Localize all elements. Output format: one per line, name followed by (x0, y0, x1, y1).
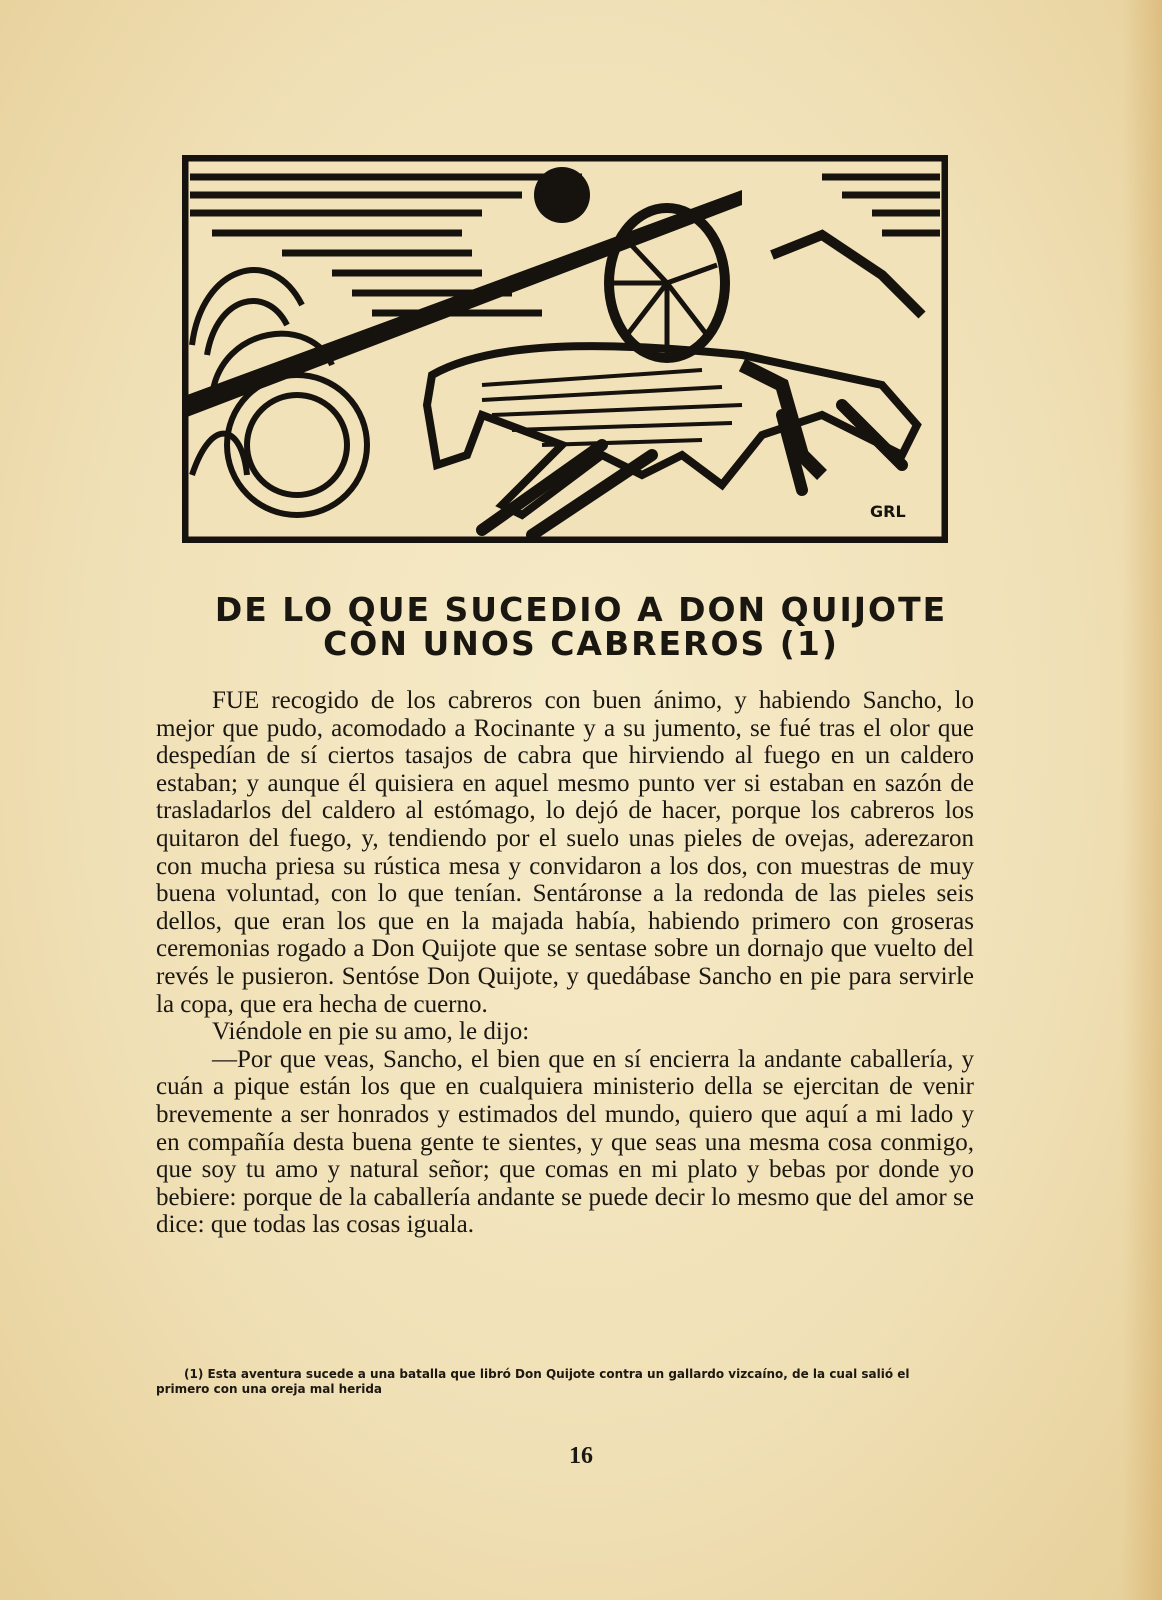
paragraph: FUE recogido de los cabreros con buen ánimo, y habiendo Sancho, lo mejor que pudo, acomodado a Rocinante y a su jumento, se fué tras el olor que despedían de sí ciertos tasajos de cabra que hirviendo al fuego en un caldero estaban; y aunque él quisiera en aquel mesmo punto ver si estaban en sazón de trasladarlos del caldero al estómago, lo dejó de hacer, porque los cabreros los quitaron del fuego, y, tendiendo por el suelo unas pieles de ovejas, aderezaron con mucha priesa su rústica mesa y convidaron a los dos, con muestras de muy buena voluntad, con lo que tenían. Sentáronse a la redonda de las pieles seis dellos, que eran los que en la majada había, habiendo primero con groseras ceremonias rogado a Don Quijote que se sentase sobre un dornajo que vuelto del revés le pusieron. Sentóse Don Quijote, y quedábase Sancho en pie para servirle la copa, que era hecha de cuerno. (156, 687, 974, 1018)
footnote-line-1: (1) Esta aventura sucede a una batalla que libró Don Quijote contra un gallardo vizcaíno, de la cual salió el (184, 1367, 910, 1381)
chapter-title (140, 590, 1022, 663)
footnote-line-2: primero con una oreja mal herida (156, 1382, 383, 1396)
paragraph: Viéndole en pie su amo, le dijo: (212, 1018, 530, 1046)
page-edge-shadow (1122, 0, 1162, 1600)
page-number: 16 (569, 1443, 593, 1469)
woodcut-illustration (182, 155, 948, 543)
woodcut-signature: GRL (870, 502, 906, 521)
chapter-title-line-2: CON UNOS CABREROS (1) (323, 624, 839, 663)
chapter-title-line-1: DE LO QUE SUCEDIO A DON QUIJOTE (214, 590, 948, 629)
paragraph: —Por que veas, Sancho, el bien que en sí encierra la andante caballería, y cuán a pique están los que en cualquiera ministerio della se ejercitan de venir brevemente a ser honrados y estimados del mundo, quiero que aquí a mi lado y en compañía desta buena gente te sientes, y que seas una mesma cosa conmigo, que soy tu amo y natural señor; que comas en mi plato y bebas por donde yo bebiere: porque de la caballería andante se puede decir lo mesmo que del amor se dice: que todas las cosas iguala. (156, 1045, 974, 1239)
chapter-body (156, 687, 974, 1239)
footnote (156, 1367, 974, 1397)
